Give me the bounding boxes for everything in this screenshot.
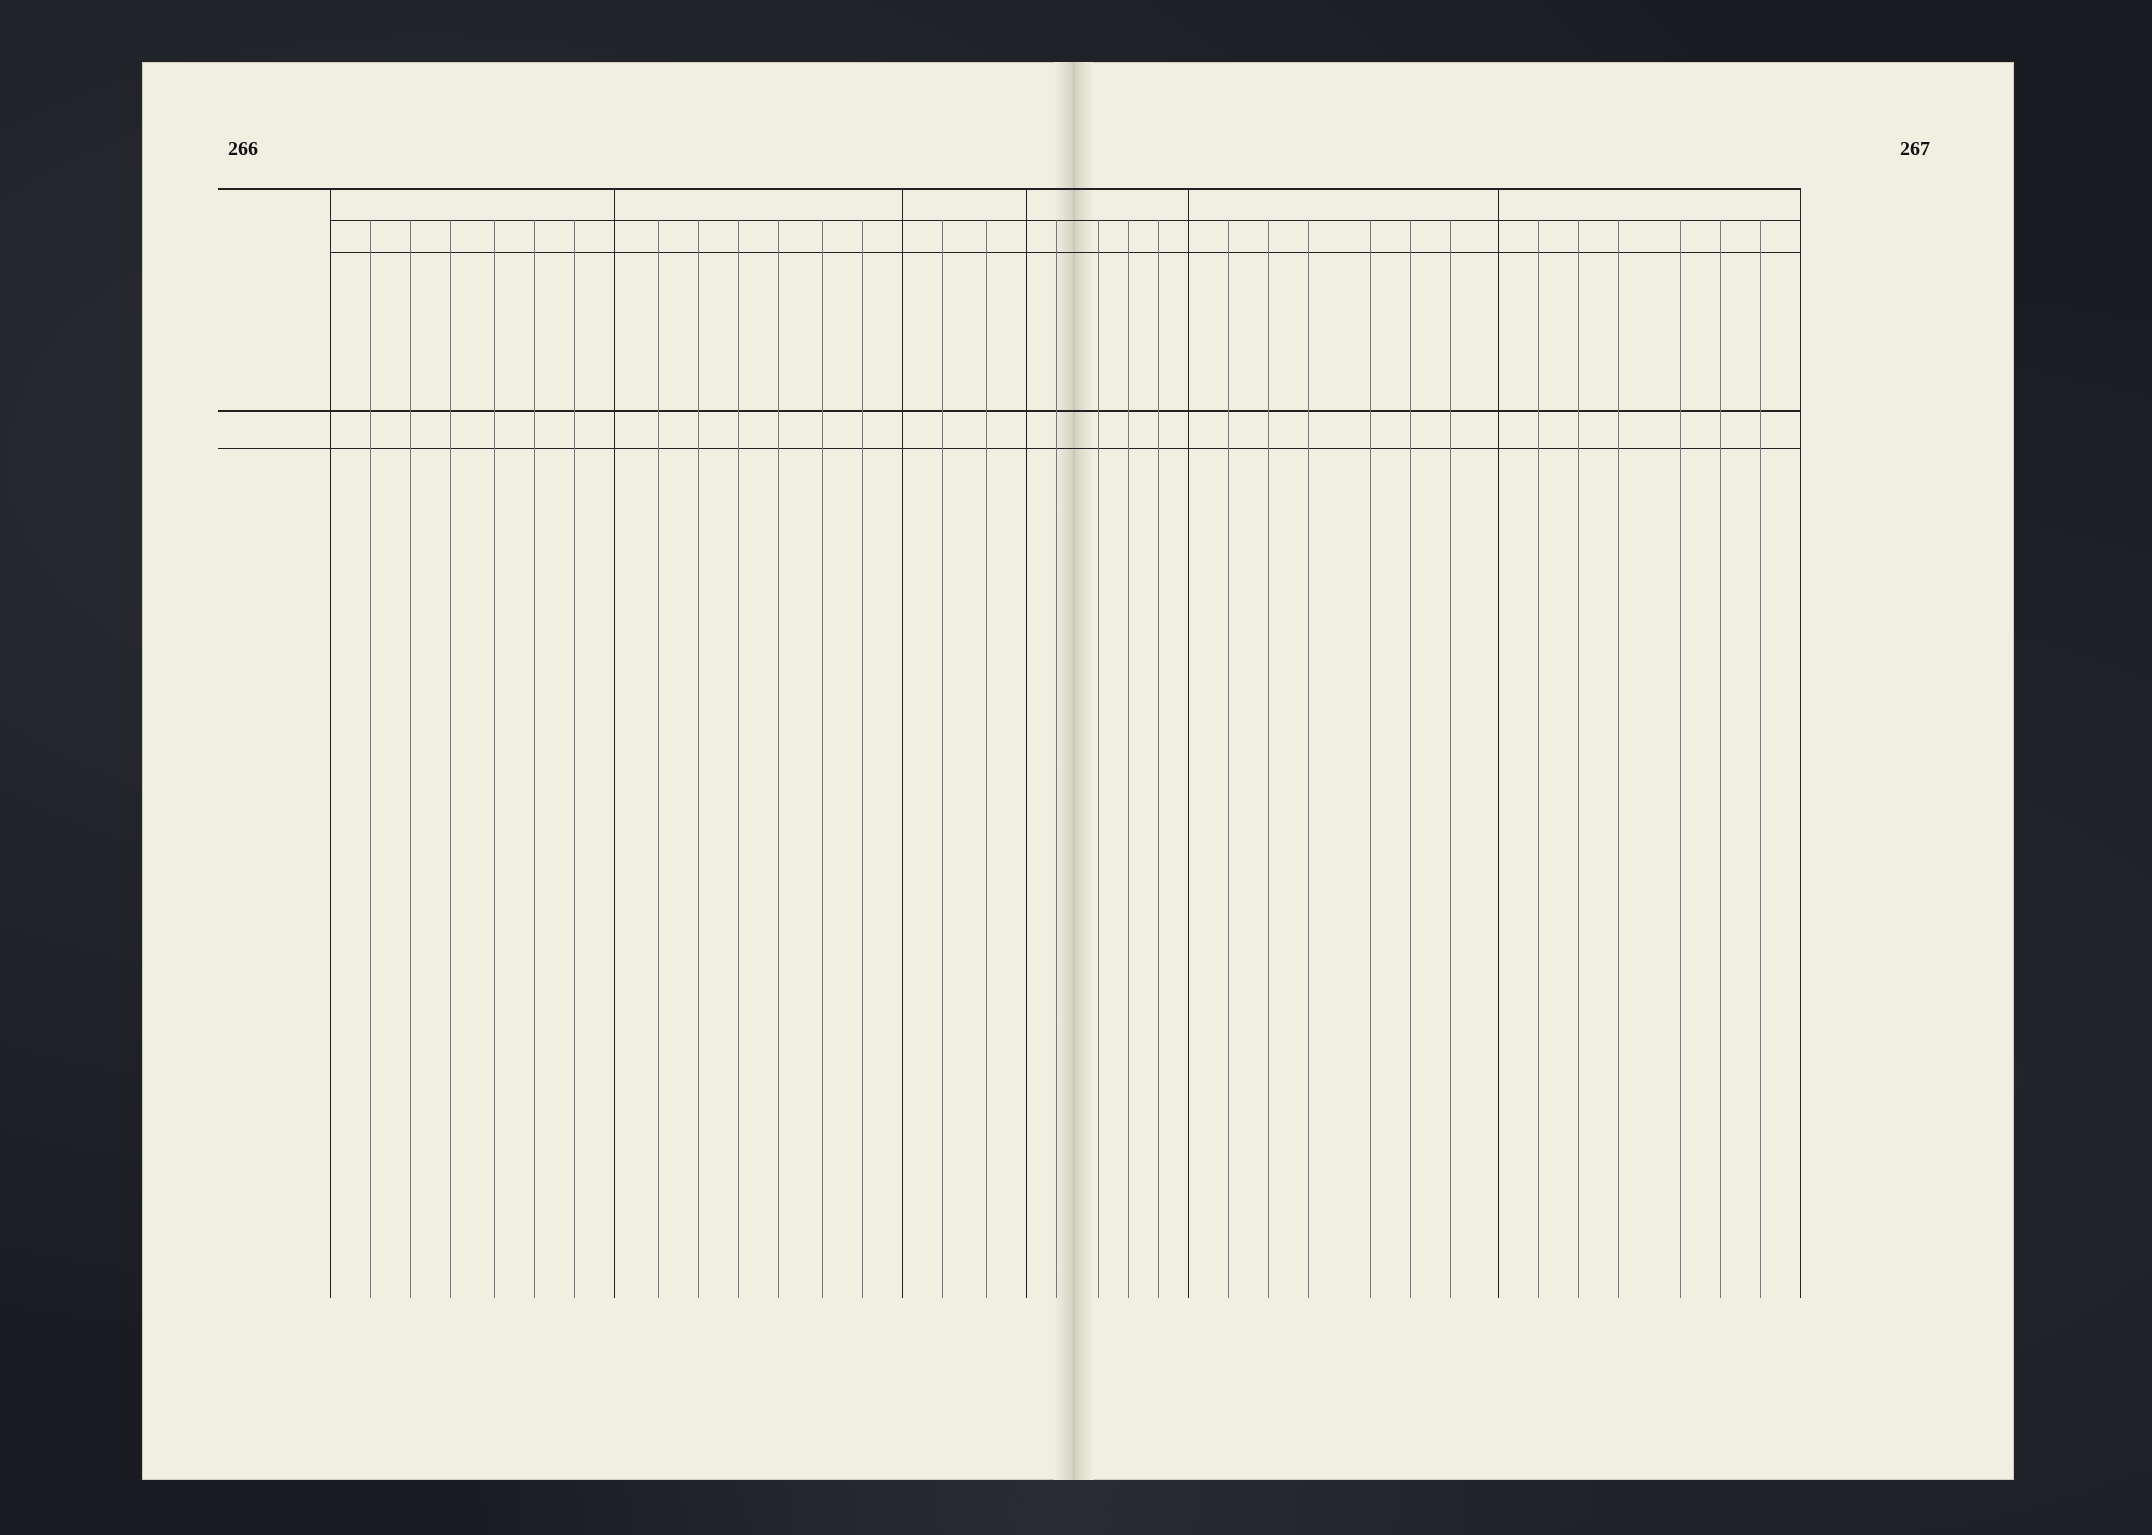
column-rule (1578, 220, 1579, 1298)
column-rule (1760, 220, 1761, 1298)
subsection-rule (330, 252, 1800, 253)
column-rule (1026, 188, 1027, 1298)
column-rule (1410, 220, 1411, 1298)
column-rule (1450, 220, 1451, 1298)
column-rule (1188, 188, 1189, 1298)
column-rule (658, 220, 659, 1298)
column-rule (494, 220, 495, 1298)
section-rule (330, 220, 1800, 221)
column-rule (1056, 220, 1057, 1298)
column-rule (862, 220, 863, 1298)
table-right-rule (1800, 188, 1801, 1298)
header-bottom-rule (218, 410, 1800, 412)
column-rule (614, 188, 615, 1298)
band-bottom-rule (218, 448, 1800, 449)
column-rule (1618, 220, 1619, 1298)
column-rule (1680, 220, 1681, 1298)
column-rule (1308, 220, 1309, 1298)
statistics-table (218, 178, 1940, 1308)
column-rule (574, 220, 575, 1298)
column-rule (698, 220, 699, 1298)
column-rule (986, 220, 987, 1298)
column-rule (1228, 220, 1229, 1298)
column-rule (942, 220, 943, 1298)
column-rule (370, 220, 371, 1298)
column-rule (450, 220, 451, 1298)
column-rule (410, 220, 411, 1298)
column-rule (822, 220, 823, 1298)
column-rule (902, 188, 903, 1298)
page-number-left: 266 (228, 138, 258, 160)
column-rule (1128, 220, 1129, 1298)
column-rule (1720, 220, 1721, 1298)
column-rule (1098, 220, 1099, 1298)
column-rule (778, 220, 779, 1298)
column-rule (1498, 188, 1499, 1298)
page-number-right: 267 (1900, 138, 1930, 160)
column-rule (1538, 220, 1539, 1298)
column-rule (1158, 220, 1159, 1298)
table-top-rule (218, 188, 1800, 190)
column-rule (1268, 220, 1269, 1298)
column-rule (738, 220, 739, 1298)
column-rule (1370, 220, 1371, 1298)
column-rule (534, 220, 535, 1298)
label-column-rule (330, 188, 331, 1298)
